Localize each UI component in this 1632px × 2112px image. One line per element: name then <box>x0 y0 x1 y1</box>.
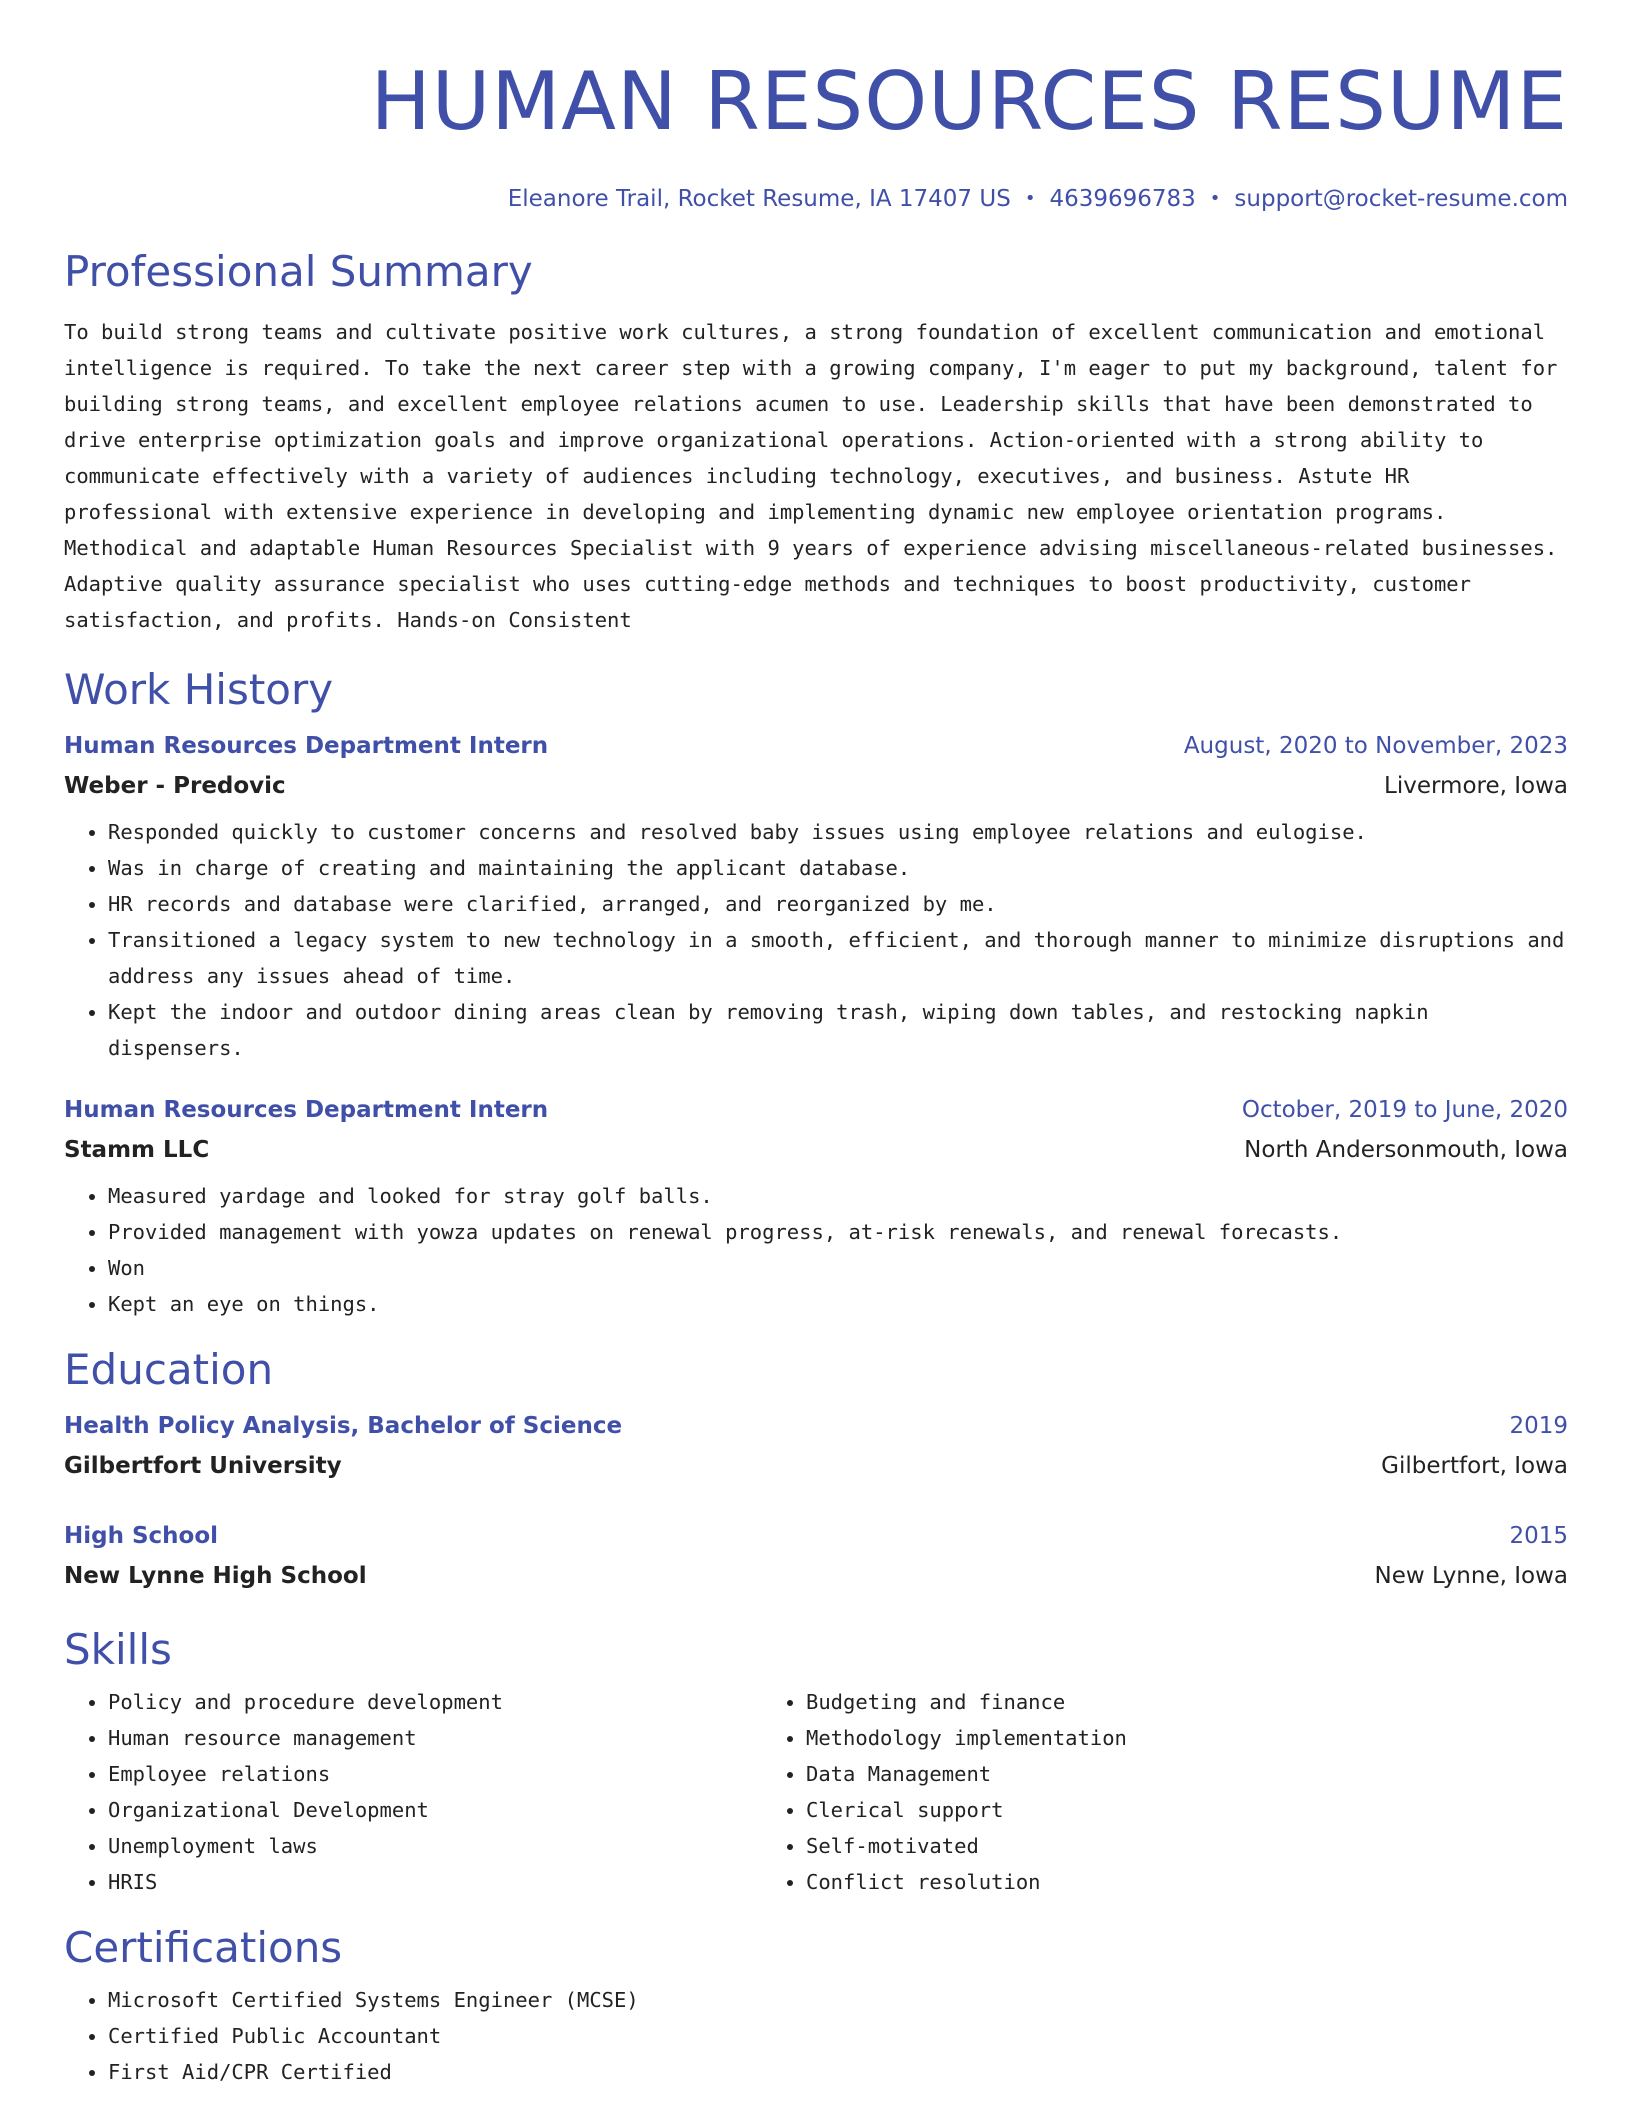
education-top-row <box>64 1516 1568 1556</box>
skill-item: • Self-motivated <box>806 1828 1460 1864</box>
skill-item: • Organizational Development <box>108 1792 762 1828</box>
skill-item: • Clerical support <box>806 1792 1460 1828</box>
education-bottom-row <box>64 1556 1568 1596</box>
job-dates: August, 2020 to November, 2023 <box>1183 733 1568 759</box>
certification-item: • First Aid/CPR Certified <box>108 2054 1568 2090</box>
graduation-year: 2019 <box>1509 1413 1568 1439</box>
summary-heading: Professional Summary <box>64 247 533 296</box>
contact-separator: • <box>1209 188 1221 209</box>
resume-page <box>64 0 1568 2090</box>
job-bullets <box>64 1178 1568 1322</box>
skills-columns <box>64 1684 1568 1900</box>
job-bullet: • Won <box>108 1250 1568 1286</box>
education-bottom-row <box>64 1446 1568 1486</box>
job-bullet: • Provided management with yowza updates on renewal progress, at-risk renewals, and renewal forecasts. <box>108 1214 1568 1250</box>
degree-title: Health Policy Analysis, Bachelor of Science <box>64 1413 623 1439</box>
job-bullets <box>64 814 1568 1066</box>
skill-item: • Budgeting and finance <box>806 1684 1460 1720</box>
summary-text: To build strong teams and cultivate positive work cultures, a strong foundation of excellent communication and emotional intelligence is required. To take the next career step with a growing company, I'm eager to put my background, talent for building strong teams, and excellent employee relations acumen to use. Leadership skills that have been demonstrated to drive enterprise optimization goals and improve organizational operations. Action-oriented with a strong ability to communicate effectively with a variety of audiences including technology, executives, and business. Astute HR professional with extensive experience in developing and implementing dynamic new employee orientation programs. Methodical and adaptable Human Resources Specialist with 9 years of experience advising miscellaneous-related businesses. Adaptive quality assurance specialist who uses cutting-edge methods and techniques to boost productivity, customer satisfaction, and profits. Hands-on Consistent <box>64 320 1558 632</box>
contact-separator: • <box>1024 188 1036 209</box>
certification-item: • Microsoft Certified Systems Engineer (MCSE) <box>108 1982 1568 2018</box>
school-location: Gilbertfort, Iowa <box>1381 1453 1568 1479</box>
contact-address: Eleanore Trail, Rocket Resume, IA 17407 US <box>507 186 1011 212</box>
work-history-heading: Work History <box>64 665 334 714</box>
work-entry-top-row <box>64 1090 1568 1130</box>
work-entry-top-row <box>64 726 1568 766</box>
job-company: Weber - Predovic <box>64 773 286 799</box>
work-entry <box>64 726 1568 1066</box>
education-entry <box>64 1406 1568 1486</box>
school-location: New Lynne, Iowa <box>1374 1563 1568 1589</box>
work-entry-bottom-row <box>64 1130 1568 1170</box>
certifications-heading: Certifications <box>64 1923 343 1972</box>
job-bullet: • Kept the indoor and outdoor dining areas clean by removing trash, wiping down tables, and restocking napkin dispensers. <box>108 994 1568 1066</box>
resume-header <box>64 0 1568 214</box>
certification-item: • Certified Public Accountant <box>108 2018 1568 2054</box>
skill-item: • HRIS <box>108 1864 762 1900</box>
skill-item: • Policy and procedure development <box>108 1684 762 1720</box>
job-bullet: • HR records and database were clarified, arranged, and reorganized by me. <box>108 886 1568 922</box>
school-name: Gilbertfort University <box>64 1453 342 1479</box>
resume-title: HUMAN RESOURCES RESUME <box>370 55 1568 148</box>
job-dates: October, 2019 to June, 2020 <box>1241 1097 1568 1123</box>
job-bullet: • Transitioned a legacy system to new technology in a smooth, efficient, and thorough manner to minimize disruptions and address any issues ahead of time. <box>108 922 1568 994</box>
skill-item: • Unemployment laws <box>108 1828 762 1864</box>
job-title: Human Resources Department Intern <box>64 1097 549 1123</box>
education-heading: Education <box>64 1345 274 1394</box>
skill-item: • Conflict resolution <box>806 1864 1460 1900</box>
graduation-year: 2015 <box>1509 1523 1568 1549</box>
contact-line <box>64 184 1568 214</box>
degree-title: High School <box>64 1523 219 1549</box>
job-bullet: • Kept an eye on things. <box>108 1286 1568 1322</box>
job-bullet: • Was in charge of creating and maintaining the applicant database. <box>108 850 1568 886</box>
job-bullet: • Measured yardage and looked for stray golf balls. <box>108 1178 1568 1214</box>
skills-heading: Skills <box>64 1625 172 1674</box>
skill-item: • Data Management <box>806 1756 1460 1792</box>
job-company: Stamm LLC <box>64 1137 210 1163</box>
education-top-row <box>64 1406 1568 1446</box>
job-title: Human Resources Department Intern <box>64 733 549 759</box>
skills-list-left <box>64 1684 762 1900</box>
work-entry <box>64 1090 1568 1322</box>
certifications-list <box>64 1982 1568 2090</box>
work-entry-bottom-row <box>64 766 1568 806</box>
job-bullet: • Responded quickly to customer concerns and resolved baby issues using employee relations and eulogise. <box>108 814 1568 850</box>
contact-email[interactable]: support@rocket-resume.com <box>1234 186 1568 212</box>
contact-phone: 4639696783 <box>1049 186 1196 212</box>
skill-item: • Methodology implementation <box>806 1720 1460 1756</box>
skill-item: • Employee relations <box>108 1756 762 1792</box>
school-name: New Lynne High School <box>64 1563 367 1589</box>
skills-list-right <box>762 1684 1460 1900</box>
education-entry <box>64 1516 1568 1596</box>
skill-item: • Human resource management <box>108 1720 762 1756</box>
job-location: North Andersonmouth, Iowa <box>1244 1137 1568 1163</box>
job-location: Livermore, Iowa <box>1384 773 1568 799</box>
